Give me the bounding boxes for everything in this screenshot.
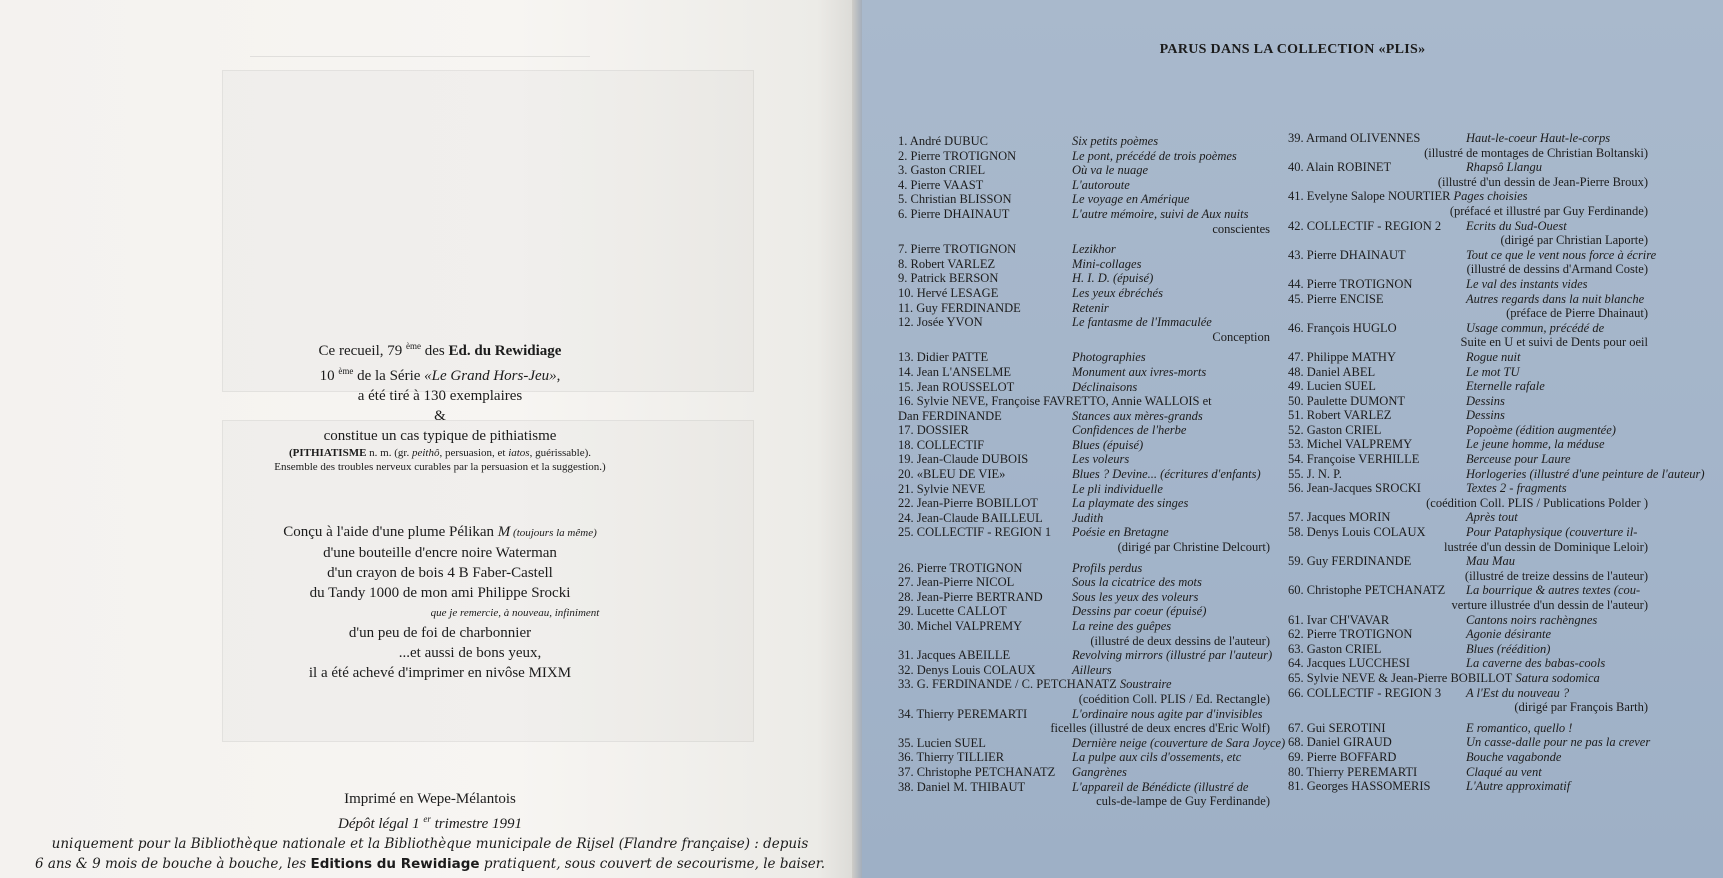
entry-author: 63. Gaston CRIEL <box>1288 641 1382 656</box>
entry-title: Dessins par coeur (épuisé) <box>1072 604 1207 619</box>
entry-title: Le voyage en Amérique <box>1072 192 1190 207</box>
entry-title: Pour Pataphysique (couverture il- <box>1466 525 1638 540</box>
catalog-entry <box>1288 350 1654 365</box>
entry-title: Popoème (édition augmentée) <box>1466 422 1616 437</box>
entry-note: (illustré de montages de Christian Boltanski) <box>1424 145 1648 160</box>
entry-author: 13. Didier PATTE <box>898 350 989 365</box>
catalog-entry <box>1288 627 1654 642</box>
entry-author: 16. Sylvie NEVE, Françoise FAVRETTO, Annie WALLOIS et <box>898 394 1212 409</box>
catalog-entry <box>898 525 1270 554</box>
entry-title: Le jeune homme, la méduse <box>1466 437 1605 452</box>
entry-title: Le pont, précédé de trois poèmes <box>1072 148 1237 163</box>
entry-author: 42. COLLECTIF - REGION 2 <box>1288 218 1442 233</box>
entry-title: L'ordinaire nous agite par d'invisibles <box>1072 706 1263 721</box>
entry-title: Usage commun, précédé de <box>1466 320 1605 335</box>
catalog-column-right <box>1288 131 1705 794</box>
entry-author: 66. COLLECTIF - REGION 3 <box>1288 685 1442 700</box>
catalog-entry <box>1288 656 1654 671</box>
entry-title: A l'Est du nouveau ? <box>1466 685 1570 700</box>
catalog-entry <box>898 271 1270 286</box>
entry-title: Dessins <box>1466 408 1505 423</box>
entry-author: 30. Michel VALPREMY <box>898 619 1023 633</box>
entry-author: 49. Lucien SUEL <box>1288 379 1376 394</box>
catalog-entry <box>1288 277 1654 292</box>
entry-author: 51. Robert VARLEZ <box>1288 408 1392 423</box>
catalog-entry <box>1288 671 1654 686</box>
entry-title: Agonie désirante <box>1466 627 1552 642</box>
entry-author: 9. Patrick BERSON <box>898 271 999 286</box>
catalog-entry <box>898 735 1286 751</box>
entry-author: 8. Robert VARLEZ <box>898 256 996 271</box>
entry-author: 10. Hervé LESAGE <box>898 285 999 300</box>
catalog-entry <box>1288 779 1654 794</box>
catalog-entry <box>1288 379 1654 394</box>
catalog-entry <box>898 765 1270 780</box>
entry-title: Tout ce que le vent nous force à écrire <box>1466 247 1657 262</box>
catalog-entry <box>898 315 1270 344</box>
entry-author: 19. Jean-Claude DUBOIS <box>898 452 1029 467</box>
entry-note: (coédition Coll. PLIS / Ed. Rectangle) <box>1078 691 1270 706</box>
colophon: Ce recueil, 79 $^{ème}$ des Ed. du Rewidiage 10 $^{ème}$ de la Série «Le Grand Hors-Jeu», a été tiré à 130 exemplaires & constitue un cas typique de pithiatisme (PITHIATISME n. m. (gr. peithô, persuasion, et iatos, guérissable). Ensemble des troubles nerveux curables par la persuasion et la suggestion.) <box>274 341 606 473</box>
entry-title: Les voleurs <box>1072 452 1130 467</box>
entry-author: 6. Pierre DHAINAUT <box>898 206 1010 221</box>
entry-author: 80. Thierry PEREMARTI <box>1288 764 1418 779</box>
entry-title: Soustraire <box>1116 677 1172 692</box>
entry-title: Retenir <box>1072 300 1109 315</box>
entry-author: 11. Guy FERDINANDE <box>898 300 1021 315</box>
entry-author: 34. Thierry PEREMARTI <box>898 706 1028 721</box>
entry-title: Satura sodomica <box>1512 670 1600 685</box>
collection-title: PARUS DANS LA COLLECTION «PLIS» <box>1159 42 1426 57</box>
entry-author: 1. André DUBUC <box>898 134 988 148</box>
entry-title: Blues (épuisé) <box>1072 437 1144 452</box>
entry-author: 24. Jean-Claude BAILLEUL <box>898 510 1043 525</box>
entry-title: Pages choisies <box>1450 189 1528 204</box>
entry-title: Eternelle rafale <box>1466 379 1545 394</box>
entry-title: Judith <box>1072 510 1104 525</box>
entry-note: (illustré de dessins d'Armand Coste) <box>1466 262 1648 277</box>
entry-author: 18. COLLECTIF <box>898 437 985 452</box>
entry-title: Claqué au vent <box>1466 764 1542 779</box>
catalog-entry <box>898 590 1270 605</box>
entry-title: Monument aux ivres-morts <box>1072 364 1207 379</box>
entry-title: Déclinaisons <box>1072 379 1138 394</box>
entry-author: Dan FERDINANDE <box>898 408 1002 423</box>
entry-author: 41. Evelyne Salope NOURTIER Pages choisies <box>1288 189 1528 204</box>
catalog-entry <box>1288 583 1654 612</box>
entry-title: Stances aux mères-grands <box>1072 408 1203 423</box>
entry-author: 45. Pierre ENCISE <box>1288 291 1384 306</box>
catalog-entry <box>1288 292 1654 321</box>
entry-title: Textes 2 - fragments <box>1466 481 1567 496</box>
entry-author: 59. Guy FERDINANDE <box>1288 554 1412 569</box>
entry-title: La caverne des babas-cools <box>1466 656 1606 671</box>
entry-author: 60. Christophe PETCHANATZ <box>1288 583 1446 598</box>
entry-title: Revolving mirrors (illustré par l'auteur) <box>1072 648 1273 663</box>
catalog-entry <box>1288 321 1654 350</box>
entry-author: 14. Jean L'ANSELME <box>898 364 1012 379</box>
entry-title: Lezikhor <box>1072 242 1116 257</box>
entry-author: 27. Jean-Pierre NICOL <box>898 575 1015 590</box>
catalog-entry <box>1288 510 1654 525</box>
entry-author: 57. Jacques MORIN <box>1288 510 1391 525</box>
entry-title: Ailleurs <box>1072 662 1112 677</box>
catalog-entry <box>1288 189 1654 218</box>
entry-author: 53. Michel VALPREMY <box>1288 437 1413 452</box>
entry-title: Dessins <box>1466 393 1505 408</box>
left-page <box>0 0 860 878</box>
catalog-entry <box>898 207 1270 236</box>
entry-author: 81. Georges HASSOMERIS <box>1288 779 1431 794</box>
entry-title: Horlogeries (illustré d'une peinture de l'auteur) <box>1466 466 1705 481</box>
entry-author: 38. Daniel M. THIBAUT <box>898 779 1026 794</box>
catalog-entry <box>898 511 1270 526</box>
entry-title: Mini-collages <box>1072 256 1142 271</box>
catalog-entry <box>898 134 1270 149</box>
entry-title: Mau Mau <box>1466 554 1515 569</box>
entry-note: conscientes <box>1212 221 1270 236</box>
entry-author: 22. Jean-Pierre BOBILLOT <box>898 496 1038 511</box>
entry-author: 4. Pierre VAAST <box>898 177 984 192</box>
entry-author: 54. Françoise VERHILLE <box>1288 452 1420 467</box>
entry-author: 65. Sylvie NEVE & Jean-Pierre BOBILLOT Satura sodomica <box>1288 670 1600 685</box>
entry-author: 67. Gui SEROTINI <box>1288 720 1386 735</box>
catalog-entry <box>1288 160 1654 189</box>
catalog-entry <box>898 677 1270 706</box>
entry-author: 55. J. N. P. <box>1288 466 1342 481</box>
catalog-entry <box>898 286 1270 301</box>
entry-title: Berceuse pour Laure <box>1466 452 1571 467</box>
catalog-entry <box>1288 131 1654 160</box>
catalog-entry <box>898 780 1270 809</box>
catalog-entry <box>1288 686 1654 715</box>
entry-author: 47. Philippe MATHY <box>1288 349 1396 364</box>
catalog-entry <box>898 604 1270 619</box>
catalog-entry <box>898 452 1270 467</box>
catalog-column-left <box>898 134 1286 809</box>
entry-title: Profils perdus <box>1072 560 1143 575</box>
entry-note: culs-de-lampe de Guy Ferdinande) <box>1096 794 1270 809</box>
catalog-entry <box>1288 365 1654 380</box>
catalog-entry <box>898 163 1270 178</box>
entry-note: verture illustrée d'un dessin de l'auteur) <box>1451 598 1648 612</box>
entry-author: 26. Pierre TROTIGNON <box>898 560 1023 575</box>
catalog-entry <box>898 750 1270 765</box>
catalog-entry <box>1288 452 1654 467</box>
entry-title: Le pli individuelle <box>1072 481 1163 496</box>
entry-note: (préfacé et illustré par Guy Ferdinande) <box>1449 203 1648 218</box>
entry-title: Un casse-dalle pour ne pas la crever <box>1466 735 1651 750</box>
entry-title: Cantons noirs rachèngnes <box>1466 612 1598 627</box>
entry-author: 5. Christian BLISSON <box>898 192 1012 207</box>
entry-author: 20. «BLEU DE VIE» <box>898 467 1006 482</box>
entry-author: 21. Sylvie NEVE <box>898 481 986 496</box>
entry-title: L'appareil de Bénédicte (illustré de <box>1072 779 1249 794</box>
entry-title: L'autre mémoire, suivi de Aux nuits <box>1072 206 1249 221</box>
entry-title: H. I. D. (épuisé) <box>1072 271 1154 286</box>
entry-author: 58. Denys Louis COLAUX <box>1288 525 1426 540</box>
entry-title: Six petits poèmes <box>1072 134 1159 148</box>
entry-title: La pulpe aux cils d'ossements, etc <box>1072 750 1242 765</box>
entry-author: 12. Josée YVON <box>898 315 983 330</box>
show-through-header <box>250 44 590 57</box>
printing-notice: Imprimé en Wepe-Mélantois Dépôt légal 1 $^{er}$ trimestre 1991 uniquement pour la Bibliothèque nationale et la Bibliothèque municipale de Rijsel (Flandre française) : depuis 6 ans & 9 mois de bouche à bouche, les Editions du Rewidiage pratiquent, sous couvert de secourisme, le baiser. <box>34 791 826 872</box>
entry-title: Poésie en Bretagne <box>1072 525 1169 540</box>
catalog-entry <box>898 257 1270 272</box>
entry-title: Gangrènes <box>1072 764 1127 779</box>
entry-note: (coédition Coll. PLIS / Publications Polder ) <box>1426 495 1648 510</box>
catalog-entry <box>1288 394 1654 409</box>
catalog-entry <box>898 707 1270 736</box>
catalog-entry <box>898 423 1270 438</box>
entry-note: lustrée d'un dessin de Dominique Leloir) <box>1444 539 1648 554</box>
catalog-entry <box>898 648 1273 663</box>
catalog-entry <box>1288 735 1654 750</box>
entry-author: 35. Lucien SUEL <box>898 735 986 750</box>
catalog-entry <box>898 365 1270 380</box>
entry-author: 40. Alain ROBINET <box>1288 160 1392 175</box>
catalog-entry <box>1288 642 1654 657</box>
entry-author: 64. Jacques LUCCHESI <box>1288 656 1410 671</box>
catalog-entry <box>1288 721 1654 736</box>
entry-title: Blues ? Devine... (écritures d'enfants) <box>1072 467 1261 482</box>
catalog-entry <box>898 409 1270 424</box>
catalog-entry <box>898 350 1270 365</box>
show-through-text <box>36 62 216 92</box>
catalog-entry <box>898 192 1270 207</box>
entry-author: 69. Pierre BOFFARD <box>1288 749 1397 764</box>
entry-author: 15. Jean ROUSSELOT <box>898 379 1015 394</box>
entry-title: L'Autre approximatif <box>1466 779 1571 794</box>
entry-author: 43. Pierre DHAINAUT <box>1288 247 1406 262</box>
catalog-entry <box>898 149 1270 164</box>
catalog-entry <box>898 496 1270 511</box>
entry-author: 7. Pierre TROTIGNON <box>898 242 1017 257</box>
entry-title: Les yeux ébréchés <box>1072 285 1163 300</box>
entry-title: Après tout <box>1466 510 1518 525</box>
entry-author: 2. Pierre TROTIGNON <box>898 148 1017 163</box>
catalog-entry <box>898 438 1270 453</box>
entry-title: Le val des instants vides <box>1466 276 1588 291</box>
catalog-entry <box>1288 750 1654 765</box>
entry-title: L'autoroute <box>1072 177 1130 192</box>
entry-author: 17. DOSSIER <box>898 423 969 438</box>
catalog-entry <box>898 619 1270 648</box>
entry-title: Sous les yeux des voleurs <box>1072 589 1199 604</box>
entry-title: Haut-le-coeur Haut-le-corps <box>1466 131 1611 145</box>
entry-note: (illustré d'un dessin de Jean-Pierre Broux) <box>1437 174 1648 189</box>
catalog-entry <box>898 301 1270 316</box>
entry-note: ficelles (illustré de deux encres d'Eric Wolf) <box>1050 721 1270 736</box>
catalog-entry <box>898 394 1270 409</box>
catalog-entry <box>1288 219 1654 248</box>
entry-author: 25. COLLECTIF - REGION 1 <box>898 525 1052 540</box>
entry-author: 31. Jacques ABEILLE <box>898 648 1011 663</box>
entry-author: 68. Daniel GIRAUD <box>1288 735 1392 750</box>
entry-note: (dirigé par Christian Laporte) <box>1500 233 1648 248</box>
entry-title: Photographies <box>1072 350 1146 365</box>
credits: Conçu à l'aide d'une plume Pélikan M (toujours la même) d'une bouteille d'encre noire Waterman d'un crayon de bois 4 B Faber-Castell du Tandy 1000 de mon ami Philippe Srocki que je remercie, à nouveau, infiniment d'un peu de foi de charbonnier ...et aussi de bons yeux, il a été achevé d'imprimer en nivôse MIXM <box>283 524 600 681</box>
catalog-entry <box>898 242 1270 257</box>
catalog-entry <box>1288 437 1654 452</box>
entry-note: (préface de Pierre Dhainaut) <box>1506 306 1648 321</box>
catalog-entry <box>1288 423 1654 438</box>
entry-author: 48. Daniel ABEL <box>1288 364 1376 379</box>
entry-author: 46. François HUGLO <box>1288 320 1397 335</box>
entry-note: (illustré de treize dessins de l'auteur) <box>1464 568 1648 583</box>
catalog-entry <box>1288 481 1654 510</box>
entry-note: (dirigé par François Barth) <box>1514 700 1648 715</box>
catalog-entry <box>898 663 1270 678</box>
catalog-entry <box>898 561 1270 576</box>
entry-author: 32. Denys Louis COLAUX <box>898 662 1036 677</box>
catalog-entry <box>898 575 1270 590</box>
catalog-entry <box>898 482 1270 497</box>
entry-title: Où va le nuage <box>1072 163 1149 178</box>
entry-author: 50. Paulette DUMONT <box>1288 393 1405 408</box>
catalog-entry <box>898 467 1270 482</box>
entry-title: Ecrits du Sud-Ouest <box>1466 218 1567 233</box>
catalog-entry <box>1288 765 1654 780</box>
entry-author: 37. Christophe PETCHANATZ <box>898 764 1056 779</box>
entry-title: Le mot TU <box>1466 364 1520 379</box>
entry-title: La reine des guêpes <box>1072 619 1172 633</box>
entry-author: 52. Gaston CRIEL <box>1288 422 1382 437</box>
entry-author: 29. Lucette CALLOT <box>898 604 1007 619</box>
entry-title: La playmate des singes <box>1072 496 1189 511</box>
entry-title: Rogue nuit <box>1466 349 1521 364</box>
entry-author: 28. Jean-Pierre BERTRAND <box>898 589 1043 604</box>
entry-title: Sous la cicatrice des mots <box>1072 575 1202 590</box>
entry-author: 3. Gaston CRIEL <box>898 163 986 178</box>
entry-title: Blues (réédition) <box>1466 641 1551 656</box>
catalog-entry <box>1288 525 1654 554</box>
entry-title: Autres regards dans la nuit blanche <box>1466 291 1645 306</box>
entry-title: Le fantasme de l'Immaculée <box>1072 315 1212 330</box>
entry-author: 33. G. FERDINANDE / C. PETCHANATZ Soustraire <box>898 677 1172 692</box>
catalog-entry <box>1288 408 1654 423</box>
entry-note: (illustré de deux dessins de l'auteur) <box>1090 633 1270 648</box>
entry-author: 62. Pierre TROTIGNON <box>1288 627 1413 642</box>
entry-title: La bourrique & autres textes (cou- <box>1466 583 1641 598</box>
entry-note: (dirigé par Christine Delcourt) <box>1117 540 1270 555</box>
entry-title: Confidences de l'herbe <box>1072 423 1187 438</box>
catalog-entry <box>898 380 1270 395</box>
entry-author: 36. Thierry TILLIER <box>898 750 1005 765</box>
entry-note: Suite en U et suivi de Dents pour oeil <box>1460 335 1648 350</box>
entry-title: Bouche vagabonde <box>1466 749 1562 764</box>
entry-author: 61. Ivar CH'VAVAR <box>1288 612 1390 627</box>
catalog-entry <box>1288 554 1654 583</box>
entry-author: 56. Jean-Jacques SROCKI <box>1288 481 1421 496</box>
entry-note: Conception <box>1212 329 1270 344</box>
catalog-entry <box>1288 247 1657 277</box>
entry-author: 44. Pierre TROTIGNON <box>1288 276 1413 291</box>
catalog-entry <box>1288 466 1705 482</box>
entry-title: Dernière neige (couverture de Sara Joyce) <box>1072 735 1286 750</box>
entry-author: 39. Armand OLIVENNES <box>1288 131 1421 145</box>
entry-title: Rhapsô Llangu <box>1466 160 1543 175</box>
catalog-entry <box>898 178 1270 193</box>
catalog-entry <box>1288 613 1654 628</box>
entry-title: E romantico, quello ! <box>1466 720 1573 735</box>
